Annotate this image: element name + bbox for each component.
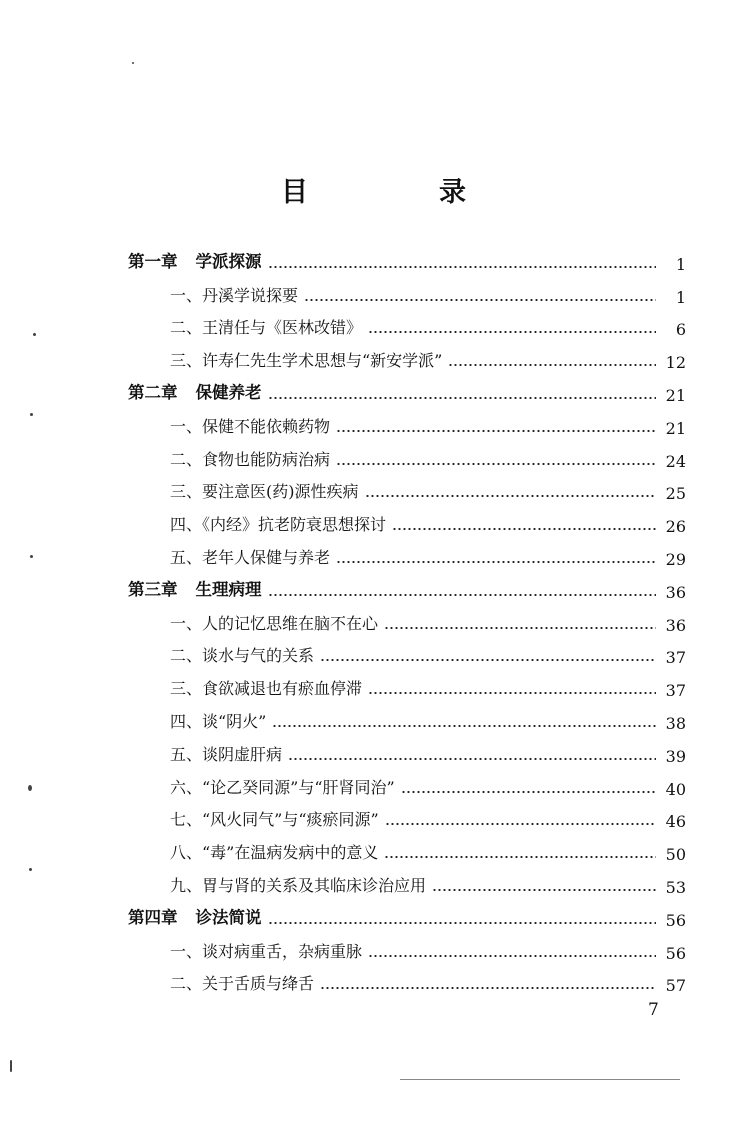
dot-leader — [368, 692, 656, 694]
toc-chapter — [128, 568, 686, 601]
chapter-number: 第四章 — [128, 908, 178, 928]
dot-leader — [432, 889, 656, 891]
section-title: 一、保健不能依赖药物 — [170, 416, 331, 436]
chapter-number: 第三章 — [128, 580, 178, 600]
toc-page-number: 6 — [675, 320, 686, 340]
toc-page-number: 21 — [665, 418, 686, 438]
section-title: 二、谈水与气的关系 — [170, 646, 315, 666]
section-title: 二、王清任与《医林改错》 — [170, 318, 363, 338]
toc-section — [128, 338, 686, 371]
bottom-rule — [400, 1079, 680, 1080]
section-title: 四、谈“阴火” — [170, 711, 267, 731]
dot-leader — [368, 331, 656, 333]
table-of-contents — [128, 240, 686, 994]
toc-section — [128, 634, 686, 667]
section-title: 七、“风火同气”与“痰瘀同源” — [170, 810, 379, 830]
dot-leader — [272, 725, 656, 727]
toc-page-number: 1 — [675, 287, 686, 307]
dot-leader — [304, 299, 656, 301]
dot-leader — [385, 823, 656, 825]
toc-page-number: 21 — [665, 385, 686, 405]
dot-leader — [268, 266, 657, 268]
toc-section — [128, 535, 686, 568]
toc-section — [128, 863, 686, 896]
dot-leader — [336, 463, 656, 465]
toc-page-number: 37 — [665, 648, 686, 668]
scan-speck — [132, 62, 134, 64]
section-title: 五、老年人保健与养老 — [170, 547, 331, 567]
toc-section — [128, 830, 686, 863]
dot-leader — [392, 528, 656, 530]
chapter-title: 生理病理 — [195, 580, 262, 600]
toc-page-number: 1 — [675, 254, 686, 274]
dot-leader — [320, 987, 656, 989]
toc-page-number: 40 — [665, 779, 686, 799]
chapter-title: 诊法简说 — [195, 908, 262, 928]
toc-page-number: 26 — [665, 517, 686, 537]
toc-page-number: 56 — [665, 943, 686, 963]
chapter-title: 保健养老 — [195, 383, 262, 403]
dot-leader — [268, 922, 657, 924]
toc-section — [128, 732, 686, 765]
page-title: 目 录 — [281, 177, 518, 208]
section-title: 五、谈阴虚肝病 — [170, 744, 283, 764]
toc-page-number: 29 — [665, 549, 686, 569]
dot-leader — [268, 397, 657, 399]
toc-page-number: 36 — [665, 582, 686, 602]
dot-leader — [365, 495, 657, 497]
chapter-number: 第一章 — [128, 252, 178, 272]
dot-leader — [336, 430, 656, 432]
toc-section — [128, 666, 686, 699]
toc-section — [128, 404, 686, 437]
toc-page-number: 50 — [665, 845, 686, 865]
toc-section — [128, 306, 686, 339]
section-title: 一、丹溪学说探要 — [170, 285, 299, 305]
toc-section — [128, 765, 686, 798]
toc-section — [128, 502, 686, 535]
toc-page-number: 46 — [665, 812, 686, 832]
scan-speck — [10, 1060, 12, 1072]
toc-section — [128, 470, 686, 503]
dot-leader — [336, 561, 656, 563]
dot-leader — [320, 659, 656, 661]
dot-leader — [448, 364, 656, 366]
toc-section — [128, 929, 686, 962]
dot-leader — [288, 758, 656, 760]
toc-page-number: 39 — [665, 746, 686, 766]
scan-speck — [30, 555, 33, 558]
toc-page-number: 36 — [665, 615, 686, 635]
dot-leader — [268, 594, 657, 596]
toc-section — [128, 798, 686, 831]
toc-page-number: 37 — [665, 681, 686, 701]
toc-page-number: 53 — [665, 877, 686, 897]
scan-speck — [30, 413, 33, 416]
toc-section — [128, 601, 686, 634]
section-title: 三、许寿仁先生学术思想与“新安学派” — [170, 351, 443, 371]
section-title: 四、《内经》抗老防衰思想探讨 — [170, 515, 387, 535]
toc-page-number: 12 — [665, 353, 686, 373]
toc-section — [128, 962, 686, 995]
dot-leader — [384, 627, 656, 629]
toc-page-number: 25 — [665, 484, 686, 504]
toc-section — [128, 699, 686, 732]
section-title: 三、食欲减退也有瘀血停滞 — [170, 679, 363, 699]
scan-speck — [28, 785, 32, 791]
toc-chapter — [128, 896, 686, 929]
toc-chapter — [128, 371, 686, 404]
toc-chapter — [128, 240, 686, 273]
chapter-title: 学派探源 — [195, 252, 262, 272]
toc-page-number: 57 — [665, 976, 686, 996]
toc-page-number: 56 — [665, 910, 686, 930]
toc-page-number: 38 — [665, 713, 686, 733]
toc-section — [128, 437, 686, 470]
dot-leader — [401, 791, 656, 793]
toc-page-number: 24 — [665, 451, 686, 471]
scan-speck — [29, 868, 32, 871]
dot-leader — [368, 955, 656, 957]
dot-leader — [384, 856, 656, 858]
section-title: 一、人的记忆思维在脑不在心 — [170, 613, 379, 633]
scan-speck — [33, 333, 36, 336]
section-title: 一、谈对病重舌，杂病重脉 — [170, 941, 363, 961]
section-title: 三、要注意医(药)源性疾病 — [170, 482, 359, 502]
section-title: 二、食物也能防病治病 — [170, 449, 331, 469]
section-title: 六、“论乙癸同源”与“肝肾同治” — [170, 777, 395, 797]
section-title: 二、关于舌质与绛舌 — [170, 974, 315, 994]
section-title: 八、“毒”在温病发病中的意义 — [170, 843, 379, 863]
chapter-number: 第二章 — [128, 383, 178, 403]
toc-section — [128, 273, 686, 306]
folio-page-number: 7 — [648, 1000, 659, 1020]
section-title: 九、胃与肾的关系及其临床诊治应用 — [170, 875, 427, 895]
